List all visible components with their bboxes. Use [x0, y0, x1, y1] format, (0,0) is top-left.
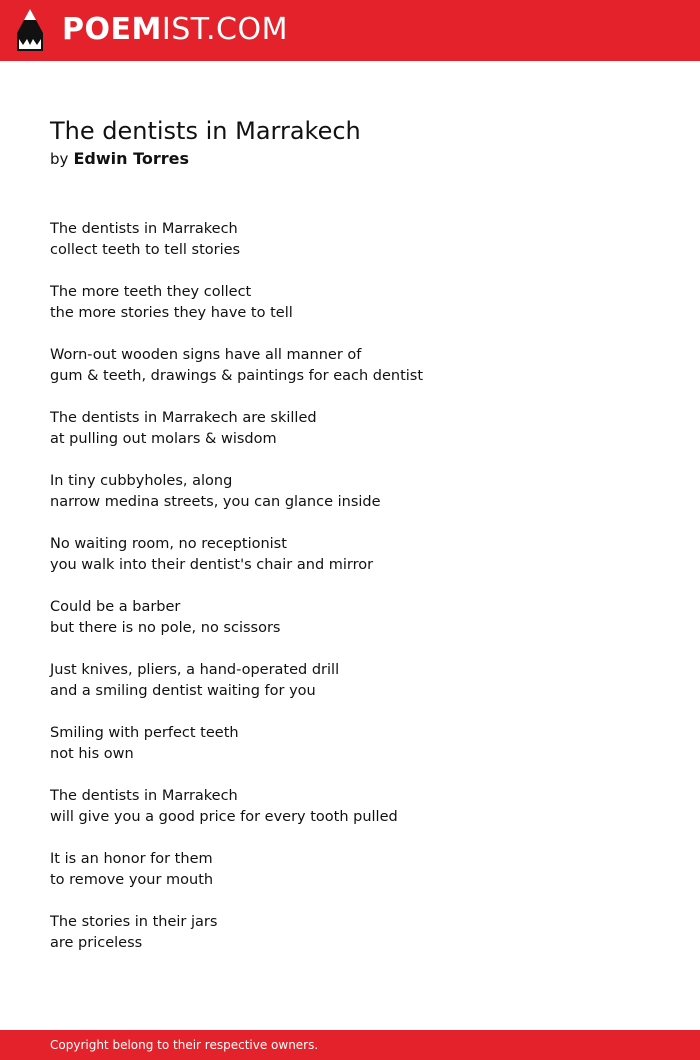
poem-line: will give you a good price for every tooth pulled — [50, 809, 398, 825]
poem-line: The more teeth they collect — [50, 284, 252, 300]
site-logo[interactable] — [62, 13, 288, 47]
poem-line: the more stories they have to tell — [50, 305, 293, 321]
poem-line: gum & teeth, drawings & paintings for each dentist — [50, 368, 424, 384]
poem-line: Worn-out wooden signs have all manner of — [50, 347, 362, 363]
poem-line: The dentists in Marrakech are skilled — [50, 410, 317, 426]
by-label: by — [50, 150, 69, 168]
copyright-text: Copyright belong to their respective owners. — [50, 1038, 319, 1052]
poem-line: are priceless — [50, 935, 143, 951]
poem-line: to remove your mouth — [50, 872, 214, 888]
poem-line: Just knives, pliers, a hand-operated drill — [50, 662, 340, 678]
stanza — [50, 219, 650, 261]
poem-body — [50, 219, 650, 975]
poem-line: and a smiling dentist waiting for you — [50, 683, 316, 699]
pencil-icon[interactable] — [17, 9, 43, 51]
poem-line: not his own — [50, 746, 134, 762]
poem-line: The dentists in Marrakech — [50, 788, 238, 804]
poem-line: collect teeth to tell stories — [50, 242, 241, 258]
author-name: Edwin Torres — [73, 149, 190, 168]
byline — [50, 149, 189, 169]
site-footer — [0, 1030, 700, 1060]
stanza — [50, 471, 650, 513]
stanza — [50, 534, 650, 576]
stanza — [50, 408, 650, 450]
site-header — [0, 0, 700, 61]
poem-line: narrow medina streets, you can glance inside — [50, 494, 381, 510]
poem-line: but there is no pole, no scissors — [50, 620, 281, 636]
poem-line: No waiting room, no receptionist — [50, 536, 287, 552]
stanza — [50, 786, 650, 828]
poem-line: The stories in their jars — [50, 914, 218, 930]
stanza — [50, 597, 650, 639]
logo-light-text: IST.COM — [161, 12, 288, 47]
stanza — [50, 912, 650, 954]
poem-line: at pulling out molars & wisdom — [50, 431, 277, 447]
poem-line: you walk into their dentist's chair and mirror — [50, 557, 374, 573]
stanza — [50, 282, 650, 324]
poem-line: It is an honor for them — [50, 851, 213, 867]
poem-line: Smiling with perfect teeth — [50, 725, 239, 741]
poem-title: The dentists in Marrakech — [50, 117, 361, 145]
stanza — [50, 723, 650, 765]
poem-line: The dentists in Marrakech — [50, 221, 238, 237]
stanza — [50, 660, 650, 702]
stanza — [50, 849, 650, 891]
stanza — [50, 345, 650, 387]
poem-line: In tiny cubbyholes, along — [50, 473, 233, 489]
poem-line: Could be a barber — [50, 599, 181, 615]
logo-bold-text: POEM — [62, 12, 162, 47]
